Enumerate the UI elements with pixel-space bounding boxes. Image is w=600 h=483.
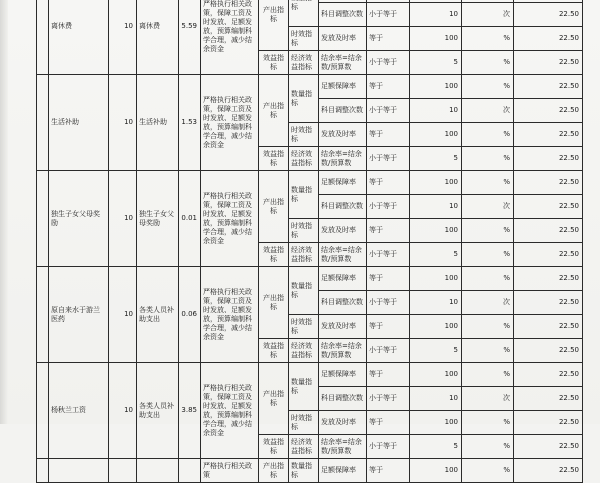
output-indicator-label: 产出指标 (259, 267, 289, 339)
target-value: 100 (410, 363, 462, 387)
indicator-name: 足额保障率 (319, 75, 367, 99)
project-name: 原自来水于游兰医药 (49, 267, 109, 363)
secondary-indicator: 数量指标 (289, 75, 319, 123)
target-value: 100 (410, 459, 462, 483)
unit: 次 (462, 195, 514, 219)
budget-amount: 3.85 (179, 363, 201, 459)
secondary-indicator: 时效指标 (289, 123, 319, 147)
score: 22.50 (514, 171, 583, 195)
target-value: 5 (410, 339, 462, 363)
indicator-name: 足额保障率 (319, 267, 367, 291)
secondary-indicator: 时效指标 (289, 219, 319, 243)
indicator-name: 发放及时率 (319, 27, 367, 51)
secondary-indicator: 经济效益指标 (289, 51, 319, 75)
operator: 等于 (367, 315, 410, 339)
target-value: 10 (410, 195, 462, 219)
unit: % (462, 123, 514, 147)
secondary-indicator: 经济效益指标 (289, 243, 319, 267)
operator: 等于 (367, 411, 410, 435)
operator: 小于等于 (367, 99, 410, 123)
indicator-name: 结余率=结余数/预算数 (319, 51, 367, 75)
benefit-indicator-label: 效益指标 (259, 339, 289, 363)
budget-amount: 5.59 (179, 0, 201, 75)
unit: % (462, 315, 514, 339)
score: 22.50 (514, 75, 583, 99)
table-row (37, 171, 583, 195)
score: 22.50 (514, 339, 583, 363)
indicator-name: 科目调整次数 (319, 387, 367, 411)
unit: % (462, 75, 514, 99)
unit: % (462, 51, 514, 75)
unit: 次 (462, 3, 514, 27)
operator: 等于 (367, 27, 410, 51)
unit: % (462, 435, 514, 459)
operator: 小于等于 (367, 147, 410, 171)
benefit-indicator-label: 效益指标 (259, 51, 289, 75)
indicator-name: 科目调整次数 (319, 291, 367, 315)
secondary-indicator: 经济效益指标 (289, 147, 319, 171)
secondary-indicator: 数量指标 (289, 459, 319, 483)
score: 22.50 (514, 363, 583, 387)
score: 22.50 (514, 99, 583, 123)
target-value: 100 (410, 171, 462, 195)
indicator-name: 发放及时率 (319, 315, 367, 339)
operator: 小于等于 (367, 195, 410, 219)
index-cell (37, 459, 49, 483)
benefit-indicator-label: 效益指标 (259, 243, 289, 267)
operator: 等于 (367, 171, 410, 195)
performance-goal: 严格执行相关政策，保障工资及时发放、足额发放，预算编制科学合理，减少结余资金 (201, 75, 259, 171)
secondary-indicator: 数量指标 (289, 267, 319, 315)
indicator-name: 结余率=结余数/预算数 (319, 243, 367, 267)
indicator-name: 结余率=结余数/预算数 (319, 435, 367, 459)
indicator-name: 科目调整次数 (319, 99, 367, 123)
index-cell (37, 267, 49, 363)
benefit-indicator-label: 效益指标 (259, 147, 289, 171)
budget-amount: 0.01 (179, 171, 201, 267)
score: 22.50 (514, 459, 583, 483)
fund-category: 各类人员补助支出 (137, 267, 179, 363)
project-name: 生活补助 (49, 75, 109, 171)
fund-category: 独生子女父母奖励 (137, 171, 179, 267)
unit: % (462, 267, 514, 291)
indicator-name: 结余率=结余数/预算数 (319, 147, 367, 171)
table-row (37, 363, 583, 387)
target-value: 10 (410, 387, 462, 411)
target-value: 10 (410, 3, 462, 27)
index-cell (37, 0, 49, 75)
operator: 等于 (367, 123, 410, 147)
index-cell (37, 363, 49, 459)
score: 22.50 (514, 219, 583, 243)
unit: % (462, 27, 514, 51)
target-value: 10 (410, 99, 462, 123)
output-indicator-label: 产出指标 (259, 363, 289, 435)
secondary-indicator: 数量指标 (289, 171, 319, 219)
project-value: 10 (109, 363, 137, 459)
target-value: 100 (410, 411, 462, 435)
score: 22.50 (514, 51, 583, 75)
secondary-indicator: 时效指标 (289, 315, 319, 339)
unit: % (462, 171, 514, 195)
performance-goal: 严格执行相关政策，保障工资及时发放、足额发放，预算编制科学合理，减少结余资金 (201, 0, 259, 75)
project-value (109, 459, 137, 483)
fund-category: 离休费 (137, 0, 179, 75)
target-value: 100 (410, 75, 462, 99)
table-body (37, 0, 583, 483)
target-value: 100 (410, 27, 462, 51)
output-indicator-label: 产出指标 (259, 0, 289, 51)
project-name: 杨秋兰工资 (49, 363, 109, 459)
fund-category: 各类人员补助支出 (137, 363, 179, 459)
project-name: 独生子女父母奖励 (49, 171, 109, 267)
unit: 次 (462, 387, 514, 411)
budget-amount: 1.53 (179, 75, 201, 171)
performance-goal: 严格执行相关政策 (201, 459, 259, 483)
performance-goal: 严格执行相关政策，保障工资及时发放、足额发放，预算编制科学合理，减少结余资金 (201, 267, 259, 363)
operator: 小于等于 (367, 243, 410, 267)
indicator-name: 足额保障率 (319, 171, 367, 195)
unit: % (462, 339, 514, 363)
performance-goal: 严格执行相关政策，保障工资及时发放、足额发放，预算编制科学合理，减少结余资金 (201, 171, 259, 267)
unit: % (462, 219, 514, 243)
table-row (37, 267, 583, 291)
project-value: 10 (109, 267, 137, 363)
indicator-name: 足额保障率 (319, 363, 367, 387)
table-row (37, 459, 583, 483)
target-value: 100 (410, 123, 462, 147)
operator: 等于 (367, 459, 410, 483)
secondary-indicator: 经济效益指标 (289, 435, 319, 459)
score: 22.50 (514, 3, 583, 27)
score: 22.50 (514, 435, 583, 459)
page-fold-shadow (0, 0, 8, 424)
budget-amount: 0.06 (179, 267, 201, 363)
secondary-indicator: 时效指标 (289, 27, 319, 51)
operator: 小于等于 (367, 3, 410, 27)
performance-indicator-table (36, 0, 583, 483)
unit: % (462, 411, 514, 435)
index-cell (37, 171, 49, 267)
operator: 等于 (367, 75, 410, 99)
unit: 次 (462, 291, 514, 315)
score: 22.50 (514, 195, 583, 219)
target-value: 5 (410, 147, 462, 171)
score: 22.50 (514, 147, 583, 171)
score: 22.50 (514, 267, 583, 291)
unit: 次 (462, 99, 514, 123)
output-indicator-label: 产出指标 (259, 459, 289, 483)
project-name (49, 459, 109, 483)
indicator-name: 科目调整次数 (319, 195, 367, 219)
project-name: 离休费 (49, 0, 109, 75)
operator: 小于等于 (367, 435, 410, 459)
score: 22.50 (514, 411, 583, 435)
fund-category (137, 459, 179, 483)
fund-category: 生活补助 (137, 75, 179, 171)
score: 22.50 (514, 315, 583, 339)
project-value: 10 (109, 171, 137, 267)
unit: % (462, 147, 514, 171)
indicator-name: 发放及时率 (319, 411, 367, 435)
target-value: 100 (410, 219, 462, 243)
target-value: 100 (410, 267, 462, 291)
budget-amount (179, 459, 201, 483)
benefit-indicator-label: 效益指标 (259, 435, 289, 459)
operator: 等于 (367, 363, 410, 387)
output-indicator-label: 产出指标 (259, 171, 289, 243)
operator: 小于等于 (367, 51, 410, 75)
secondary-indicator: 标 (289, 0, 319, 27)
indicator-name: 发放及时率 (319, 219, 367, 243)
table-row (37, 75, 583, 99)
operator: 等于 (367, 219, 410, 243)
index-cell (37, 75, 49, 171)
unit: % (462, 243, 514, 267)
project-value: 10 (109, 75, 137, 171)
secondary-indicator: 经济效益指标 (289, 339, 319, 363)
indicator-name: 足额保障率 (319, 459, 367, 483)
operator: 等于 (367, 267, 410, 291)
score: 22.50 (514, 243, 583, 267)
operator: 小于等于 (367, 339, 410, 363)
project-value: 10 (109, 0, 137, 75)
indicator-name: 科目调整次数 (319, 3, 367, 27)
unit: % (462, 459, 514, 483)
output-indicator-label: 产出指标 (259, 75, 289, 147)
score: 22.50 (514, 27, 583, 51)
operator: 小于等于 (367, 387, 410, 411)
score: 22.50 (514, 291, 583, 315)
secondary-indicator: 数量指标 (289, 363, 319, 411)
target-value: 100 (410, 315, 462, 339)
target-value: 5 (410, 51, 462, 75)
performance-goal: 严格执行相关政策，保障工资及时发放、足额发放，预算编制科学合理，减少结余资金 (201, 363, 259, 459)
unit: % (462, 363, 514, 387)
indicator-name: 发放及时率 (319, 123, 367, 147)
target-value: 5 (410, 243, 462, 267)
operator: 小于等于 (367, 291, 410, 315)
indicator-name: 结余率=结余数/预算数 (319, 339, 367, 363)
secondary-indicator: 时效指标 (289, 411, 319, 435)
target-value: 5 (410, 435, 462, 459)
score: 22.50 (514, 123, 583, 147)
score: 22.50 (514, 387, 583, 411)
target-value: 10 (410, 291, 462, 315)
